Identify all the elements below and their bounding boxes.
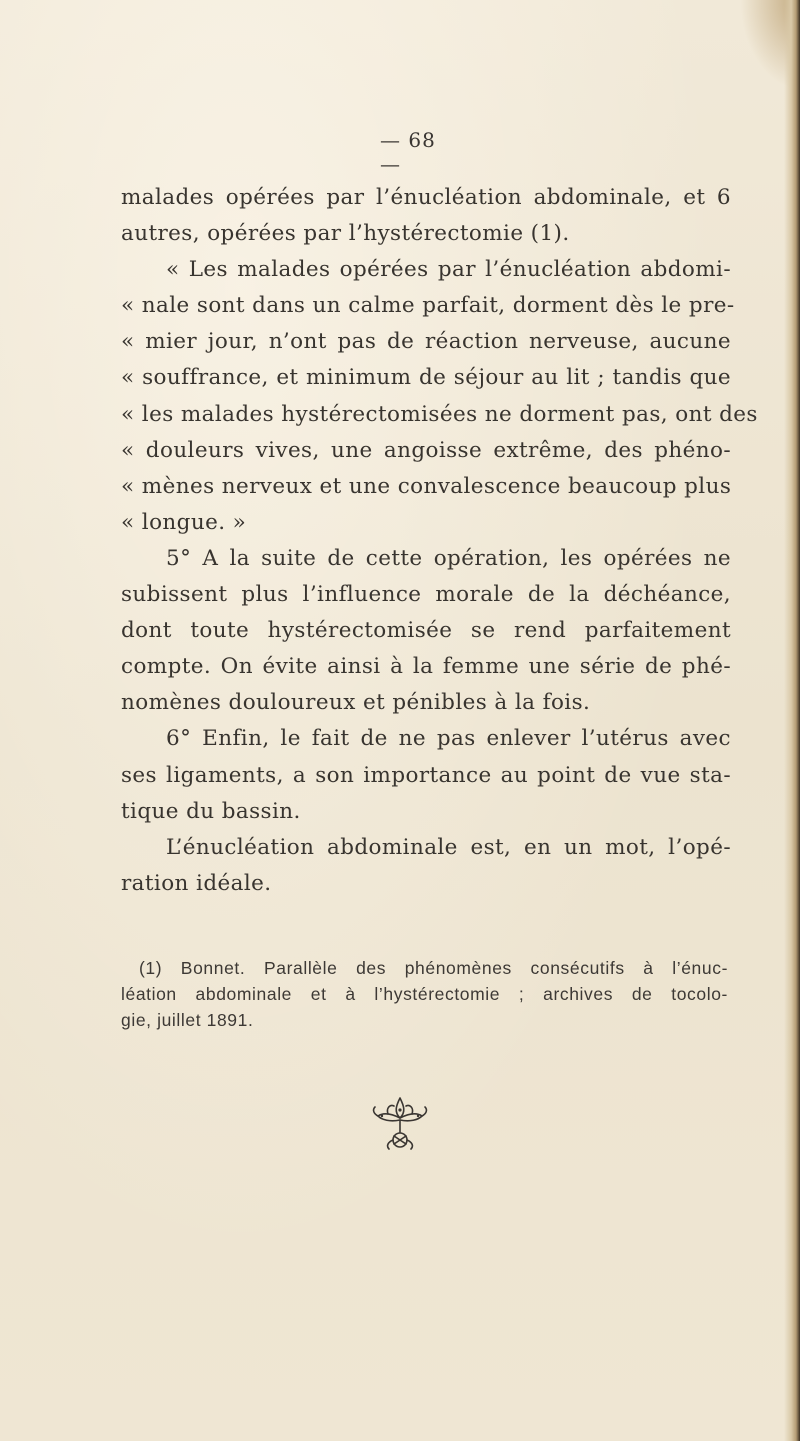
page-edge-shadow xyxy=(784,0,800,1441)
quote-line: « les malades hystérectomisées ne dorment pas, ont des xyxy=(121,401,758,427)
page-number: — 68 — xyxy=(380,128,436,176)
footnote-line: (1) Bonnet. Parallèle des phénomènes consécutifs à l’énuc- xyxy=(139,958,728,978)
text-line: compte. On évite ainsi à la femme une série de phé- xyxy=(121,654,731,680)
text-line: ration idéale. xyxy=(121,870,272,896)
quote-line: « souffrance, et minimum de séjour au lit ; tandis que xyxy=(121,365,731,391)
text-line: L’énucléation abdominale est, en un mot, l’opé- xyxy=(166,834,731,860)
footnote-line: gie, juillet 1891. xyxy=(121,1010,254,1030)
text-line: subissent plus l’influence morale de la déchéance, xyxy=(121,582,731,608)
footnote-line: léation abdominale et à l’hystérectomie ; archives de tocolo- xyxy=(121,984,728,1004)
body-text xyxy=(121,180,758,902)
text-line: autres, opérées par l’hystérectomie (1). xyxy=(121,221,570,247)
fleuron-ornament-icon xyxy=(368,1092,432,1158)
text-line: 6° Enfin, le fait de ne pas enlever l’utérus avec xyxy=(166,726,731,752)
quote-line: « nale sont dans un calme parfait, dorment dès le pre- xyxy=(121,293,735,319)
quote-line: « mènes nerveux et une convalescence beaucoup plus xyxy=(121,473,732,499)
quote-line: « longue. » xyxy=(121,509,247,535)
text-line: dont toute hystérectomisée se rend parfaitement xyxy=(121,618,731,644)
quote-line: « douleurs vives, une angoisse extrême, des phéno- xyxy=(121,437,731,463)
text-line: tique du bassin. xyxy=(121,798,301,824)
text-line: nomènes douloureux et pénibles à la fois. xyxy=(121,690,591,716)
footnote xyxy=(121,955,728,1033)
quote-line: « Les malades opérées par l’énucléation abdomi- xyxy=(166,257,731,283)
text-line: ses ligaments, a son importance au point de vue sta- xyxy=(121,762,731,788)
text-line: malades opérées par l’énucléation abdominale, et 6 xyxy=(121,185,731,210)
text-line: 5° A la suite de cette opération, les opérées ne xyxy=(166,545,731,571)
quote-line: « mier jour, n’ont pas de réaction nerveuse, aucune xyxy=(121,329,731,355)
